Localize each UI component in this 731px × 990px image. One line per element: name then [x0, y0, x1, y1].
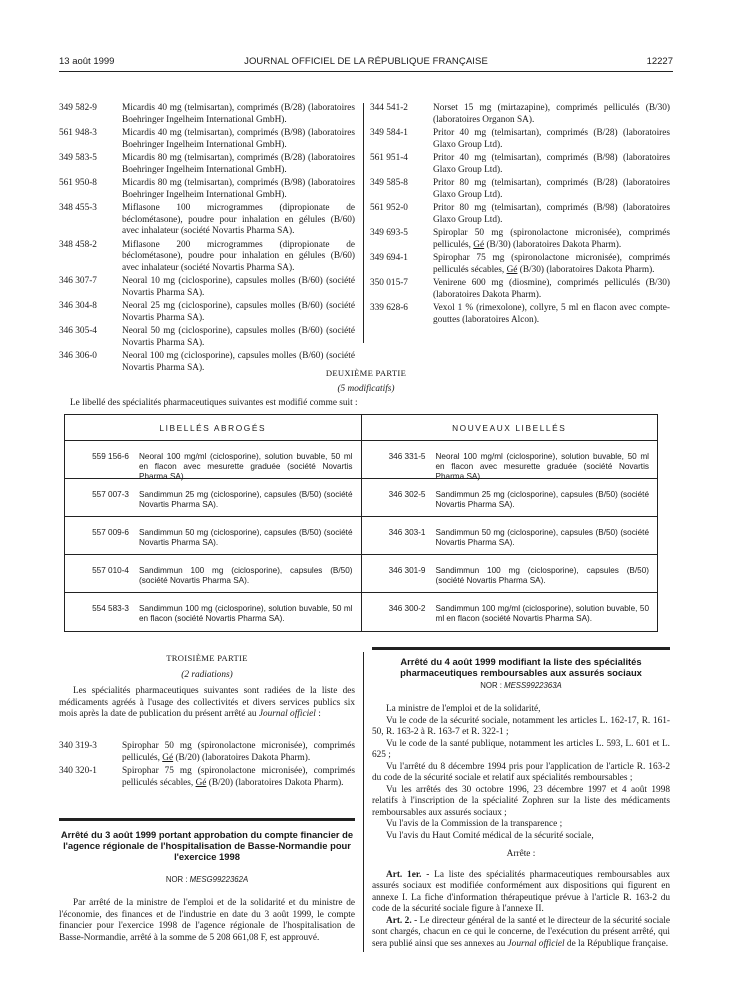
list-item: 346 306-0 Neoral 100 mg (ciclosporine), capsules molles (B/60) (société Novartis Pharma SA).: [59, 351, 355, 373]
column-divider: [363, 652, 364, 952]
list-item: 348 458-2 Miflasone 200 microgrammes (dipropionate de béclométasone), poudre pour inhalation en gélules (B/60) avec inhalateur (société Novartis Pharma SA).: [59, 239, 355, 273]
arrete3-title: Arrêté du 3 août 1999 portant approbation du compte financier de l'agence régionale de l'hospitalisation de Basse-Normandie pour l'exercice 1998: [60, 829, 354, 862]
table-row: 346 300-2 Sandimmun 100 mg/ml (ciclosporine), solution buvable, 50 ml en flacon (société Novartis Pharma SA).: [388, 604, 649, 623]
list-item: 561 950-8 Micardis 80 mg (telmisartan), comprimés (B/98) (laboratoires Boehringer Ingelheim International GmbH).: [59, 178, 355, 200]
table-row: 346 301-9 Sandimmun 100 mg (ciclosporine), capsules (B/50) (société Novartis Pharma SA).: [362, 555, 658, 593]
list-item: 346 305-4 Neoral 50 mg (ciclosporine), capsules molles (B/60) (société Novartis Pharma SA).: [59, 326, 355, 348]
arrete4-arrete: Arrête :: [506, 849, 536, 859]
header-title: JOURNAL OFFICIEL DE LA RÉPUBLIQUE FRANÇAISE: [244, 56, 488, 67]
arrete4-vu: Vu le code de la sécurité sociale, notamment les articles L. 162-17, R. 161-50, R. 163-2 à R. 163-7 et R. 322-1 ;: [372, 715, 670, 737]
list-item: 339 628-6 Vexol 1 % (rimexolone), collyre, 5 ml en flacon avec compte-gouttes (laboratoires Alcon).: [370, 303, 670, 325]
table-row: 557 010-4 Sandimmun 100 mg (ciclosporine), capsules (B/50) (société Novartis Pharma SA).: [65, 555, 361, 593]
section-rule: [59, 818, 355, 821]
table-row: 346 302-5 Sandimmun 25 mg (ciclosporine), capsules (B/50) (société Novartis Pharma SA).: [362, 479, 658, 517]
arrete4-nor: NOR : MESS9922363A: [480, 681, 562, 690]
list-item: 561 948-3 Micardis 40 mg (telmisartan), comprimés (B/98) (laboratoires Boehringer Ingelheim International GmbH).: [59, 128, 355, 150]
list-item: 349 693-5 Spiroplar 50 mg (spironolactone micronisée), comprimés pelliculés, Gé (B/30) (laboratoires Dakota Pharm).: [370, 228, 670, 250]
table-row: 559 156-6 Neoral 100 mg/ml (ciclosporine), solution buvable, 50 ml en flacon avec mesurette graduée (société Novartis Pharma SA).: [65, 441, 361, 479]
page-header: [59, 56, 673, 70]
list-item: 340 319-3 Spirophar 50 mg (spironolactone micronisée), comprimés pelliculés, Gé (B/20) (laboratoires Dakota Pharm).: [59, 741, 355, 763]
list-item: 349 583-5 Micardis 80 mg (telmisartan), comprimés (B/28) (laboratoires Boehringer Ingelheim International GmbH).: [59, 153, 355, 175]
list-item: 349 582-9 Micardis 40 mg (telmisartan), comprimés (B/28) (laboratoires Boehringer Ingelheim International GmbH).: [59, 103, 355, 125]
part2-title: DEUXIÈME PARTIE: [325, 368, 407, 378]
list-item: 350 015-7 Venirene 600 mg (diosmine), comprimés pelliculés (B/30) (laboratoires Dakota Pharm).: [370, 278, 670, 300]
header-page-number: 12227: [646, 56, 673, 67]
header-rule: [59, 71, 673, 72]
arrete4-vu: Vu l'avis de la Commission de la transparence ;: [386, 819, 563, 829]
arrete4-article-2: Art. 2. - Le directeur général de la santé et le directeur de la sécurité sociale sont chargés, chacun en ce qui le concerne, de l'exécution du présent arrêté, qui sera publié ainsi que ses annexes au Journal officiel de la République française.: [372, 915, 671, 949]
part3-intro: Les spécialités pharmaceutiques suivantes sont radiées de la liste des médicaments agréés à l'usage des collectivités et divers services publics six mois après la date de publication du présent arrêté au Journal officiel :: [59, 686, 355, 719]
modifications-table: [64, 414, 658, 632]
list-item: 349 694-1 Spirophar 75 mg (spironolactone micronisée), comprimés pelliculés sécables, Gé (B/30) (laboratoires Dakota Pharm).: [370, 253, 670, 275]
part2-subtitle: (5 modificatifs): [337, 384, 395, 394]
list-item: 340 320-1 Spirophar 75 mg (spironolactone micronisée), comprimés pelliculés sécables, Gé (B/20) (laboratoires Dakota Pharm).: [59, 766, 355, 788]
section-rule: [372, 647, 670, 650]
arrete3-body: Par arrêté de la ministre de l'emploi et de la solidarité et du ministre de l'économie, des finances et de l'industrie en date du 3 août 1999, le compte financier pour l'exercice 1998 de l'agence régionale de l'hospitalisation de Basse-Normandie, arrêté à la somme de 5 208 661,08 F, est approuvé.: [59, 898, 355, 943]
list-item: 349 585-8 Pritor 80 mg (telmisartan), comprimés (B/28) (laboratoires Glaxo Group Ltd).: [370, 178, 670, 200]
column-header-new: NOUVEAUX LIBELLÉS: [361, 415, 658, 441]
list-item: 561 952-0 Pritor 80 mg (telmisartan), comprimés (B/98) (laboratoires Glaxo Group Ltd).: [370, 203, 670, 225]
table-row: 554 583-3 Sandimmun 100 mg (ciclosporine), solution buvable, 50 ml en flacon (société Novartis Pharma SA).: [92, 604, 353, 623]
header-date: 13 août 1999: [59, 56, 115, 67]
arrete4-vu: Vu le code de la santé publique, notamment les articles L. 593, L. 601 et L. 625 ;: [372, 738, 670, 760]
part3-title: TROISIÈME PARTIE: [166, 653, 248, 663]
part2-intro: Le libellé des spécialités pharmaceutiques suivantes est modifié comme suit :: [70, 398, 358, 408]
list-item: 561 951-4 Pritor 40 mg (telmisartan), comprimés (B/98) (laboratoires Glaxo Group Ltd).: [370, 153, 670, 175]
arrete4-vu: Vu l'avis du Haut Comité médical de la sécurité sociale,: [386, 830, 594, 841]
column-divider: [363, 103, 364, 343]
arrete4-vu: Vu les arrêtés des 30 octobre 1996, 23 décembre 1997 et 4 août 1998 relatifs à l'inscription de la spécialité Zophren sur la liste des médicaments remboursables aux assurés sociaux ;: [372, 784, 670, 818]
part3-subtitle: (2 radiations): [181, 670, 233, 680]
arrete4-title: Arrêté du 4 août 1999 modifiant la liste des spécialités pharmaceutiques remboursables aux assurés sociaux: [400, 656, 642, 678]
table-row: 557 007-3 Sandimmun 25 mg (ciclosporine), capsules (B/50) (société Novartis Pharma SA).: [65, 479, 361, 517]
top-right-list: [370, 103, 670, 328]
arrete4-minister: La ministre de l'emploi et de la solidarité,: [386, 704, 541, 714]
arrete4-body: [372, 704, 670, 950]
list-item: 349 584-1 Pritor 40 mg (telmisartan), comprimés (B/28) (laboratoires Glaxo Group Ltd).: [370, 128, 670, 150]
arrete3-nor: NOR : MESG9922362A: [165, 875, 249, 884]
list-item: 348 455-3 Miflasone 100 microgrammes (dipropionate de béclométasone), poudre pour inhalation en gélules (B/60) avec inhalateur (société Novartis Pharma SA).: [59, 203, 355, 236]
arrete4-article-1: Art. 1er. - La liste des spécialités pharmaceutiques remboursables aux assurés sociaux est modifiée conformément aux dispositions qui figurent en annexe I. La fiche d'information thérapeutique prévue à l'article R. 163-2 du code de la sécurité sociale figure à l'annexe II.: [372, 869, 670, 914]
table-row: 557 009-6 Sandimmun 50 mg (ciclosporine), capsules (B/50) (société Novartis Pharma SA).: [65, 517, 361, 555]
list-item: 346 304-8 Neoral 25 mg (ciclosporine), capsules molles (B/60) (société Novartis Pharma SA).: [59, 301, 355, 323]
table-row: 346 303-1 Sandimmun 50 mg (ciclosporine), capsules (B/50) (société Novartis Pharma SA).: [362, 517, 658, 555]
part3-list: [59, 741, 355, 791]
list-item: 346 307-7 Neoral 10 mg (ciclosporine), capsules molles (B/60) (société Novartis Pharma SA).: [59, 276, 355, 298]
list-item: 344 541-2 Norset 15 mg (mirtazapine), comprimés pelliculés (B/30) (laboratoires Organon SA).: [370, 103, 670, 125]
table-row: 346 331-5 Neoral 100 mg/ml (ciclosporine), solution buvable, 50 ml en flacon avec mesurette graduée (société Novartis Pharma SA).: [362, 441, 658, 479]
column-header-old: LIBELLÉS ABROGÉS: [65, 415, 362, 441]
top-left-list: [59, 103, 355, 376]
arrete4-vu: Vu l'arrêté du 8 décembre 1994 pris pour l'application de l'article R. 163-2 du code de la sécurité sociale et relatif aux spécialités remboursables ;: [372, 761, 670, 783]
